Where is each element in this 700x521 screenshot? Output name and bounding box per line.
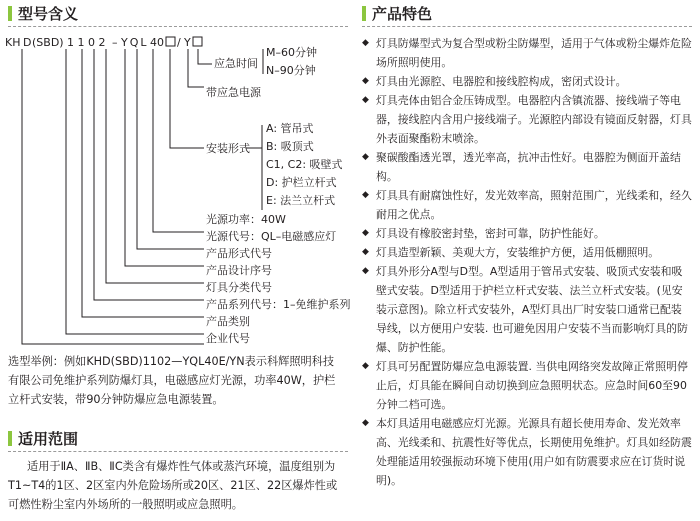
model-meaning-header xyxy=(8,4,348,28)
feature-text: 灯具造型新颖、美观大方，安装维护方便，适用低棚照明。 xyxy=(376,246,660,259)
diamond-bullet-icon: ◆ xyxy=(362,95,369,105)
feature-text: 灯具设有橡胶密封垫，密封可靠，防护性能好。 xyxy=(376,227,605,240)
model-labels xyxy=(206,45,351,345)
features-header xyxy=(362,4,692,28)
scope-heading: 适用范围 xyxy=(18,430,79,448)
feature-text: 灯具由光源腔、电器腔和接线腔构成，密闭式设计。 xyxy=(376,75,627,88)
diamond-bullet-icon: ◆ xyxy=(362,247,369,257)
code-series: 1102 xyxy=(67,36,109,49)
label-product-class: 产品类别 xyxy=(206,315,250,328)
feature-item xyxy=(362,357,692,414)
feature-item xyxy=(362,34,692,72)
label-light-code: 光源代号：QL–电磁感应灯 xyxy=(206,230,337,243)
diamond-bullet-icon: ◆ xyxy=(362,38,369,48)
diamond-bullet-icon: ◆ xyxy=(362,418,369,428)
code-box-install xyxy=(166,37,175,46)
code-d: D xyxy=(23,36,32,49)
feature-text: 灯具防爆型式为复合型或粉尘防爆型，适用于气体或粉尘爆炸危险场所照明使用。 xyxy=(376,37,692,69)
diamond-bullet-icon: ◆ xyxy=(362,76,369,86)
feature-item xyxy=(362,414,692,490)
label-company-code: 企业代号 xyxy=(206,332,250,345)
diamond-bullet-icon: ◆ xyxy=(362,266,369,276)
code-box-time xyxy=(193,37,202,46)
label-emergency-time: 应急时间 xyxy=(214,57,258,70)
label-series-code: 产品系列代号：1–免维护系列 xyxy=(206,298,351,311)
label-design-serial: 产品设计序号 xyxy=(206,264,272,277)
heading-accent-bar xyxy=(8,6,12,21)
selection-example: 选型举例：例如KHD(SBD)1102—YQL40E/YN表示科辉照明科技有限公司免维护系列防爆灯具，电磁感应灯光源，功率40W，护栏立杆式安装，带90分钟防爆应急电源装置。 xyxy=(8,355,336,406)
label-type-d: D: 护栏立杆式 xyxy=(266,176,337,189)
code-y: Y xyxy=(184,36,191,49)
scope-text: 适用于ⅡA、ⅡB、ⅡC类含有爆炸性气体或蒸汽环境，温度组别为T1~T4的1区、2区室内外危险场所或20区、21区、22区爆炸性或可燃性粉尘室内外场所的一般照明或应急照明。 xyxy=(8,460,338,511)
feature-text: 灯具可另配置防爆应急电源装置. 当供电网络突发故障正常照明停止后，灯具能在瞬间自动切换到应急照明状态。应急时间60至90分钟二档可选。 xyxy=(376,360,688,411)
feature-text: 灯具外形分A型与D型。A型适用于管吊式安装、吸顶式安装和吸壁式安装。D型适用于护栏立杆式安装、法兰立杆式安装。(见安装示意图)。除立杆式安装外，A型灯具出厂时安装口通常已配装导线，以方便用户安装. 也可避免因用户安装不当而影响灯具的防爆、防护性能。 xyxy=(376,265,688,354)
feature-item xyxy=(362,262,692,357)
feature-text: 灯具具有耐腐蚀性好，发光效率高，照射范围广，光线柔和，经久耐用之优点。 xyxy=(376,189,692,221)
feature-item xyxy=(362,243,692,262)
model-code-diagram xyxy=(0,32,356,352)
scope-header xyxy=(8,429,348,453)
diamond-bullet-icon: ◆ xyxy=(362,152,369,162)
feature-text: 聚碳酸酯透光罩，透光率高，抗冲击性好。电器腔为侧面开盖结构。 xyxy=(376,151,681,183)
code-prefix: KH xyxy=(5,36,21,49)
label-n-90: N–90分钟 xyxy=(266,64,316,77)
heading-divider xyxy=(362,26,692,27)
label-emergency-power: 带应急电源 xyxy=(206,86,261,99)
diamond-bullet-icon: ◆ xyxy=(362,228,369,238)
code-slash: / xyxy=(177,36,181,49)
features-list xyxy=(362,34,692,490)
label-type-b: B: 吸顶式 xyxy=(266,140,314,153)
label-type-e: E: 法兰立杆式 xyxy=(266,194,336,207)
feature-text: 本灯具适用电磁感应灯光源。光源具有超长使用寿命、发光效率高、光线柔和、抗震性好等优点，长期使用免维护。灯具如经防震处理能适用较强振动环境下使用(用户如有防震要求应在订货时说明)。 xyxy=(376,417,692,487)
label-product-form: 产品形式代号 xyxy=(206,247,272,260)
code-sbd: (SBD) xyxy=(32,36,64,49)
model-meaning-heading: 型号含义 xyxy=(18,5,79,23)
feature-text: 灯具壳体由铝合金压铸成型。电器腔内含镇流器、接线端子等电器，接线腔内含用户接线端子。光源腔内部设有镜面反射器，灯具外表面聚酯粉末喷涂。 xyxy=(376,94,692,145)
code-yql: YQL xyxy=(121,36,149,49)
label-category-code: 灯具分类代号 xyxy=(206,281,272,294)
label-light-power: 光源功率：40W xyxy=(206,213,286,226)
feature-item xyxy=(362,72,692,91)
label-type-a: A: 管吊式 xyxy=(266,122,314,135)
code-power: 40 xyxy=(150,36,164,49)
label-m-60: M–60分钟 xyxy=(266,46,317,59)
feature-item xyxy=(362,224,692,243)
diamond-bullet-icon: ◆ xyxy=(362,361,369,371)
diamond-bullet-icon: ◆ xyxy=(362,190,369,200)
feature-item xyxy=(362,91,692,148)
model-code xyxy=(5,36,202,49)
feature-item xyxy=(362,186,692,224)
heading-divider xyxy=(8,451,348,452)
heading-divider xyxy=(8,26,348,27)
heading-accent-bar xyxy=(362,6,366,21)
label-type-c: C1, C2: 吸壁式 xyxy=(266,158,343,171)
feature-item xyxy=(362,148,692,186)
label-install-form: 安装形式 xyxy=(206,142,250,155)
features-heading: 产品特色 xyxy=(372,5,433,23)
code-dash: – xyxy=(112,36,118,49)
heading-accent-bar xyxy=(8,431,12,446)
